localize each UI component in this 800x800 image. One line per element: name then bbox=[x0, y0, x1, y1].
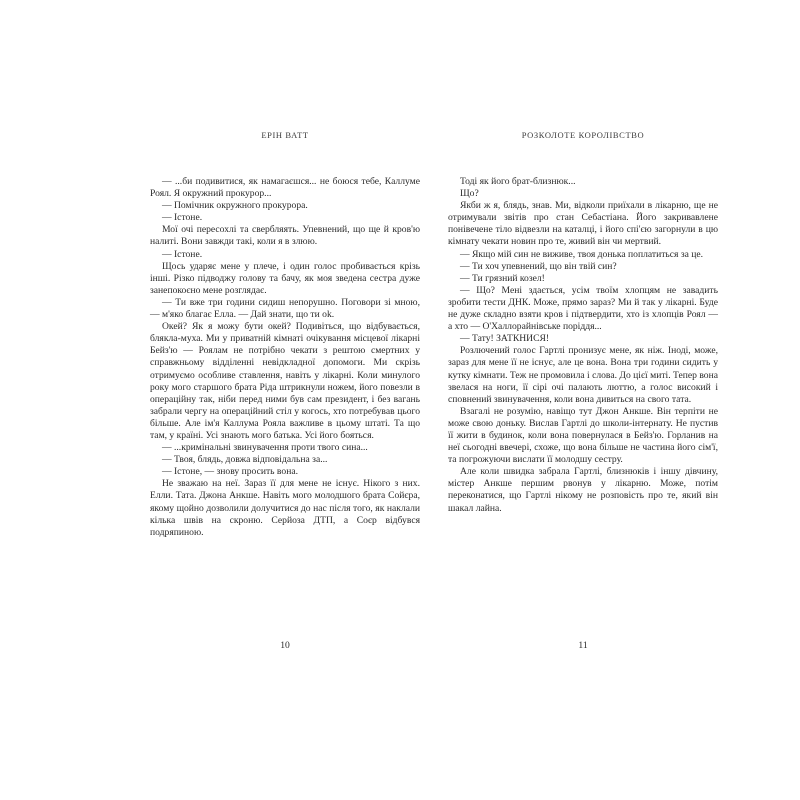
paragraph: — ...кримінальні звинувачення проти твого сина... bbox=[162, 442, 368, 454]
paragraph: — Помічник окружного прокурора. bbox=[162, 200, 308, 212]
right-page-body bbox=[448, 176, 718, 515]
paragraph: — Ти грязний козел! bbox=[460, 272, 545, 284]
paragraph: — Тату! ЗАТКНИСЯ! bbox=[460, 333, 550, 345]
paragraph: Окей? Як я можу бути окей? Подивіться, що відбувається, блякла-муха. Ми у приватній кімнаті очікування місцевої лікарні Бейз'ю — Роялам не потрібно чекати з рештою смертних у справжньому відділенні невідкладної допомоги. Ми скрізь отримуємо особливе ставлення, навіть у лікарні. Коли минулого року мого старшого брата Ріда штрикнули ножем, його повезли в операційну так, ніби перед ними був сам президент, і без вагань забрали чергу на операційний стіл у когось, хто потребував цього більше. Але ім'я Каллума Рояла важливе в цьому штаті. Та що там, у країні. Усі знають мого батька. Усі його бояться. bbox=[150, 321, 420, 441]
running-head-title: РОЗКОЛОТЕ КОРОЛІВСТВО bbox=[521, 130, 645, 140]
paragraph: — Що? Мені здається, усім твоїм хлопцям не завадить зробити тести ДНК. Може, прямо зараз? Ми й так у лікарні. Буде не дуже складно взяти кров і підтвердити, хто із хлопців Роял — а хто — О'Халлорайнівське поріддя... bbox=[448, 284, 718, 333]
paragraph: Взагалі не розумію, навіщо тут Джон Анкше. Він терпіти не може свою доньку. Вислав Гартлі до школи-інтернату. Не пустив її жити в будинок, коли вона повернулася в Бейз'ю. Горланив на неї сьогодні ввечері, схоже, що вона більше не частина його сім'ї, та погрожуючи вислати її молодшу сестру. bbox=[448, 405, 718, 466]
paragraph: — Істоне. bbox=[162, 212, 203, 224]
paragraph: — Істоне, — знову просить вона. bbox=[162, 466, 298, 478]
left-page bbox=[150, 130, 420, 660]
paragraph: Але коли швидка забрала Гартлі, близнюків і іншу дівчину, містер Анкше першим рвонув у лікарню. Може, потім переконатися, що Гартлі нікому не розповість про те, який він шакал лайна. bbox=[448, 466, 718, 514]
page-number: 10 bbox=[280, 640, 290, 651]
paragraph: — Істоне. bbox=[162, 248, 203, 260]
paragraph: — Ти вже три години сидиш непорушно. Поговори зі мною, — м'яко благає Елла. — Дай знати, що ти ok. bbox=[150, 296, 420, 321]
left-page-body bbox=[150, 176, 420, 539]
paragraph: Щось ударяє мене у плече, і один голос пробивається крізь інші. Різко підводжу голову та бачу, як моя зведена сестра дуже занепокоєно мене розглядає. bbox=[150, 260, 420, 296]
paragraph: — Ти хоч упевнений, що він твій син? bbox=[460, 260, 617, 272]
paragraph: Що? bbox=[460, 188, 479, 200]
paragraph: Мої очі пересохлі та свербляять. Упевнений, що ще й кров'ю налиті. Вони завжди такі, коли я в злюю. bbox=[150, 224, 420, 248]
paragraph: — Якщо мій син не виживе, твоя донька поплатиться за це. bbox=[460, 248, 704, 260]
paragraph: — ...би подивитися, як намагаєшся... не боюся тебе, Каллуме Роял. Я окружний прокурор... bbox=[150, 176, 420, 200]
running-head-author: ЕРІН ВАТТ bbox=[261, 130, 309, 140]
paragraph: — Твоя, блядь, довжа відповідальна за... bbox=[162, 454, 328, 466]
paragraph: Не зважаю на неї. Зараз її для мене не існує. Нікого з них. Елли. Тата. Джона Анкше. Навіть мого молодшого брата Сойєра, якому щойно дозволили долучитися до нас після того, як наклали кілька швів на скроню. Серйоза ДТП, а Соєр відбувся подряпиною. bbox=[150, 478, 420, 538]
page-number: 11 bbox=[578, 640, 588, 651]
right-page bbox=[448, 130, 718, 660]
paragraph: Тоді як його брат-близнюк... bbox=[460, 176, 576, 187]
paragraph: Розлючений голос Гартлі пронизує мене, як ніж. Іноді, може, зараз для мене її не існує, але це вона. Вона три години сидить у кутку кімнати. Теж не промовила і слова. До цієї миті. Тепер вона звелася на ноги, її сірі очі палають люттю, а голос високий і сповнений звинувачення, коли вона дивиться на свого тата. bbox=[448, 345, 718, 405]
paragraph: Якби ж я, блядь, знав. Ми, відколи приїхали в лікарню, ще не отримували звітів про стан Себастіана. Його закривавлене понівечене тіло відвезли на каталці, і його спі'єю загорнули в цю кімнату чекати новин про те, живий він чи мертвий. bbox=[448, 200, 718, 248]
